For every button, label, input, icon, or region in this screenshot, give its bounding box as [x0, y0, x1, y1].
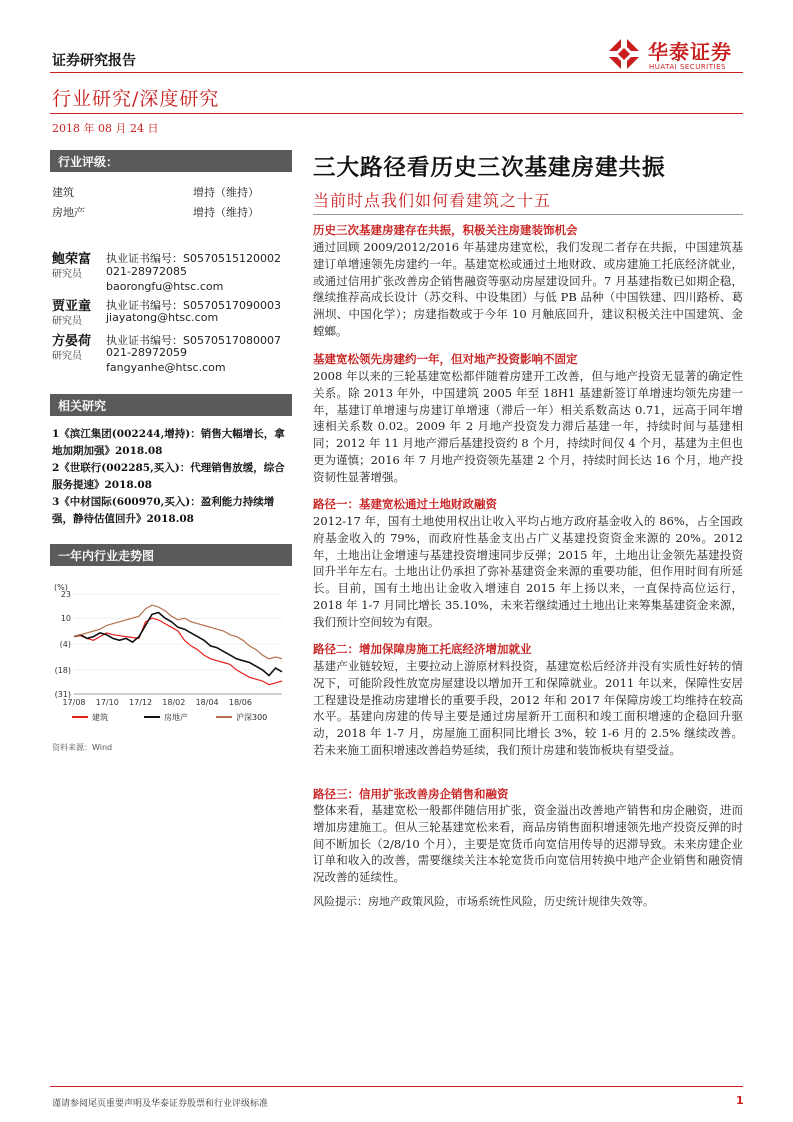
- chart-y-tick-label: (31): [54, 690, 71, 699]
- industry-name: 建筑: [52, 186, 74, 199]
- chart-x-tick-label: 18/06: [228, 698, 252, 707]
- chart-legend-label: 房地产: [164, 713, 188, 722]
- analyst-name: 方晏荷: [52, 334, 92, 349]
- analyst-cert: 执业证书编号：S0570517080007: [106, 334, 281, 347]
- section-paragraph: 通过回顾 2009/2012/2016 年基建房建宽松，我们发现二者存在共振，中国建筑基建订单增速领先房建约一年。基建宽松或通过土地财政、或房建施工托底经济就业，或通过信用扩张改善房企销售融资等驱动房屋建设回升。7 月基建指数已如期企稳，继续推荐高成长设计（苏交科、中设集团）与低 PB 品种（中国铁建、四川路桥、葛洲坝、中国化学）；房建指数或于今年 10 月触底回升，建议积极关注中国建筑、金螳螂。: [313, 240, 743, 338]
- chart-x-tick-label: 17/10: [95, 698, 119, 707]
- chart-y-tick-label: (18): [54, 665, 71, 675]
- chart-unit-label: (%): [54, 583, 68, 592]
- analyst-phone: 021-28972085: [106, 265, 187, 278]
- related-report-link[interactable]: 3《中材国际(600970,买入)：盈利能力持续增强，静待估值回升》2018.08: [52, 496, 275, 525]
- section-paragraph: 整体来看，基建宽松一般都伴随信用扩张，资金溢出改善地产销售和房企融资，进而增加房建施工。但从三轮基建宽松来看，商品房销售面积增速领先地产投资反弹的时间不断加长（2/8/10 个月），主要是宽货币向宽信用传导的迟滞导致。未来房建企业订单和收入的改善，需要继续关注本轮宽货币向宽信用转换中地产企业销售和融资情况改善的延续性。: [313, 803, 743, 885]
- section-paragraph: 基建产业链较短，主要拉动上游原材料投资，基建宽松后经济并没有实质性好转的情况下，可能阶段性放宽房屋建设以增加开工和保障就业。2011 年以来，保障性安居工程建设是推动房建增长的重要手段，2012 年和 2017 年保障房竣工均维持在较高水平。基建向房建的传导主要是通过房屋新开工面积和竣工面积增速的企稳回升驱动，2018 年 1-7 月，房屋施工面积同比增长 3%，较 1-6 月的 2.5% 继续改善。若未来施工面积增速改善趋势延续，我们预计房建和装饰板块有望受益。: [313, 659, 743, 757]
- report-title: 三大路径看历史三次基建房建共振: [313, 155, 666, 181]
- related-report-link[interactable]: 2《世联行(002285,买入)：代理销售放缓，综合服务提速》2018.08: [52, 462, 285, 491]
- chart-y-tick-label: (4): [59, 640, 71, 649]
- analyst-role: 研究员: [52, 269, 82, 280]
- analyst-name: 贾亚童: [52, 299, 92, 314]
- title-divider: [313, 214, 743, 215]
- chart-legend-label: 沪深300: [236, 713, 268, 722]
- analyst-name: 鲍荣富: [52, 252, 92, 267]
- analyst-cert: 执业证书编号：S0570517090003: [106, 299, 281, 312]
- analyst-cert: 执业证书编号：S0570515120002: [106, 252, 281, 265]
- industry-trend-chart: [50, 582, 292, 742]
- chart-x-tick-label: 17/12: [129, 698, 153, 707]
- industry-name: 房地产: [52, 206, 85, 219]
- analyst-email[interactable]: fangyanhe@htsc.com: [106, 361, 226, 374]
- chart-x-tick-label: 18/02: [162, 698, 186, 707]
- related-report-link[interactable]: 1《滨江集团(002244,增持)：销售大幅增长，拿地加期加强》2018.08: [52, 428, 285, 457]
- report-category: 行业研究/深度研究: [52, 88, 220, 110]
- section-heading: 基建宽松领先房建约一年，但对地产投资影响不固定: [313, 352, 578, 366]
- footer-divider: [50, 1086, 743, 1087]
- chart-x-tick-label: 17/08: [62, 698, 86, 707]
- section-heading: 路径三：信用扩张改善房企销售和融资: [313, 787, 509, 801]
- risk-warning: 风险提示：房地产政策风险，市场系统性风险，历史统计规律失效等。: [313, 895, 654, 908]
- related-research-header: 相关研究: [50, 394, 292, 416]
- analyst-phone: 021-28972059: [106, 346, 187, 359]
- chart-source: 资料来源：Wind: [52, 743, 113, 752]
- report-date: 2018 年 08 月 24 日: [52, 122, 159, 135]
- analyst-role: 研究员: [52, 316, 82, 327]
- logo-name: 华泰证券: [648, 40, 732, 64]
- chart-legend-label: 建筑: [92, 713, 108, 722]
- analyst-email[interactable]: jiayatong@htsc.com: [106, 311, 219, 324]
- chart-y-tick-label: 23: [60, 590, 71, 599]
- logo-subtitle: HUATAI SECURITIES: [649, 63, 726, 71]
- section-paragraph: 2008 年以来的三轮基建宽松都伴随着房建开工改善，但与地产投资无显著的确定性关系。除 2013 年外，中国建筑 2005 年至 18H1 基建新签订单增速均领先房建一年，基建订单增速与房建订单增速（滞后一年）相关系数高达 0.71，远高于同年增速相关系数 0.02。2009 年 2 月地产投资发力滞后基建一年，持续时间与基建相同；2012 年 11 月地产滞后基建投资约 8 个月，持续时间仅 4 个月，基建为主但也更为谨慎；2016 年 7 月地产投资领先基建 2 个月，持续时间长达 16 个月，地产投资韧性显著增强。: [313, 369, 743, 484]
- report-type: 证券研究报告: [52, 53, 136, 69]
- analyst-role: 研究员: [52, 351, 82, 362]
- industry-rating: 增持（维持）: [193, 186, 259, 199]
- huatai-logo-icon: [604, 34, 644, 74]
- section-heading: 历史三次基建房建存在共振，积极关注房建装饰机会: [313, 223, 578, 237]
- category-divider: [50, 113, 743, 114]
- chart-x-tick-label: 18/04: [195, 698, 219, 707]
- analyst-email[interactable]: baorongfu@htsc.com: [106, 280, 224, 293]
- section-heading: 路径二：增加保障房施工托底经济增加就业: [313, 642, 532, 656]
- chart-y-tick-label: 10: [60, 614, 71, 624]
- report-subtitle: 当前时点我们如何看建筑之十五: [313, 191, 552, 210]
- page-number: 1: [736, 1094, 744, 1107]
- industry-rating: 增持（维持）: [193, 206, 259, 219]
- trend-chart-header: 一年内行业走势图: [50, 544, 292, 566]
- industry-rating-header: 行业评级：: [50, 150, 292, 172]
- footer-disclaimer[interactable]: 谨请参阅尾页重要声明及华泰证券股票和行业评级标准: [52, 1099, 269, 1109]
- section-heading: 路径一：基建宽松通过土地财政融资: [313, 497, 497, 511]
- section-paragraph: 2012-17 年，国有土地使用权出让收入平均占地方政府基金收入的 86%，占全国政府基金收入的 79%，而政府性基金支出占广义基建投资资金来源的 20%。2012 年，土地出让金增速与基建投资增速同步反弹；2015 年，土地出让金领先基建投资回升半年左右。土地出让仍承担了弥补基建资金来源的重要功能，但作用时间有所延长。目前，国有土地出让金收入增速自 2015 年上扬以来，一直保持高位运行，2018 年 1-7 月同比增长 35.10%，未来若继续通过土地出让来筹集基建资金来源，我们预计空间较为有限。: [313, 514, 743, 629]
